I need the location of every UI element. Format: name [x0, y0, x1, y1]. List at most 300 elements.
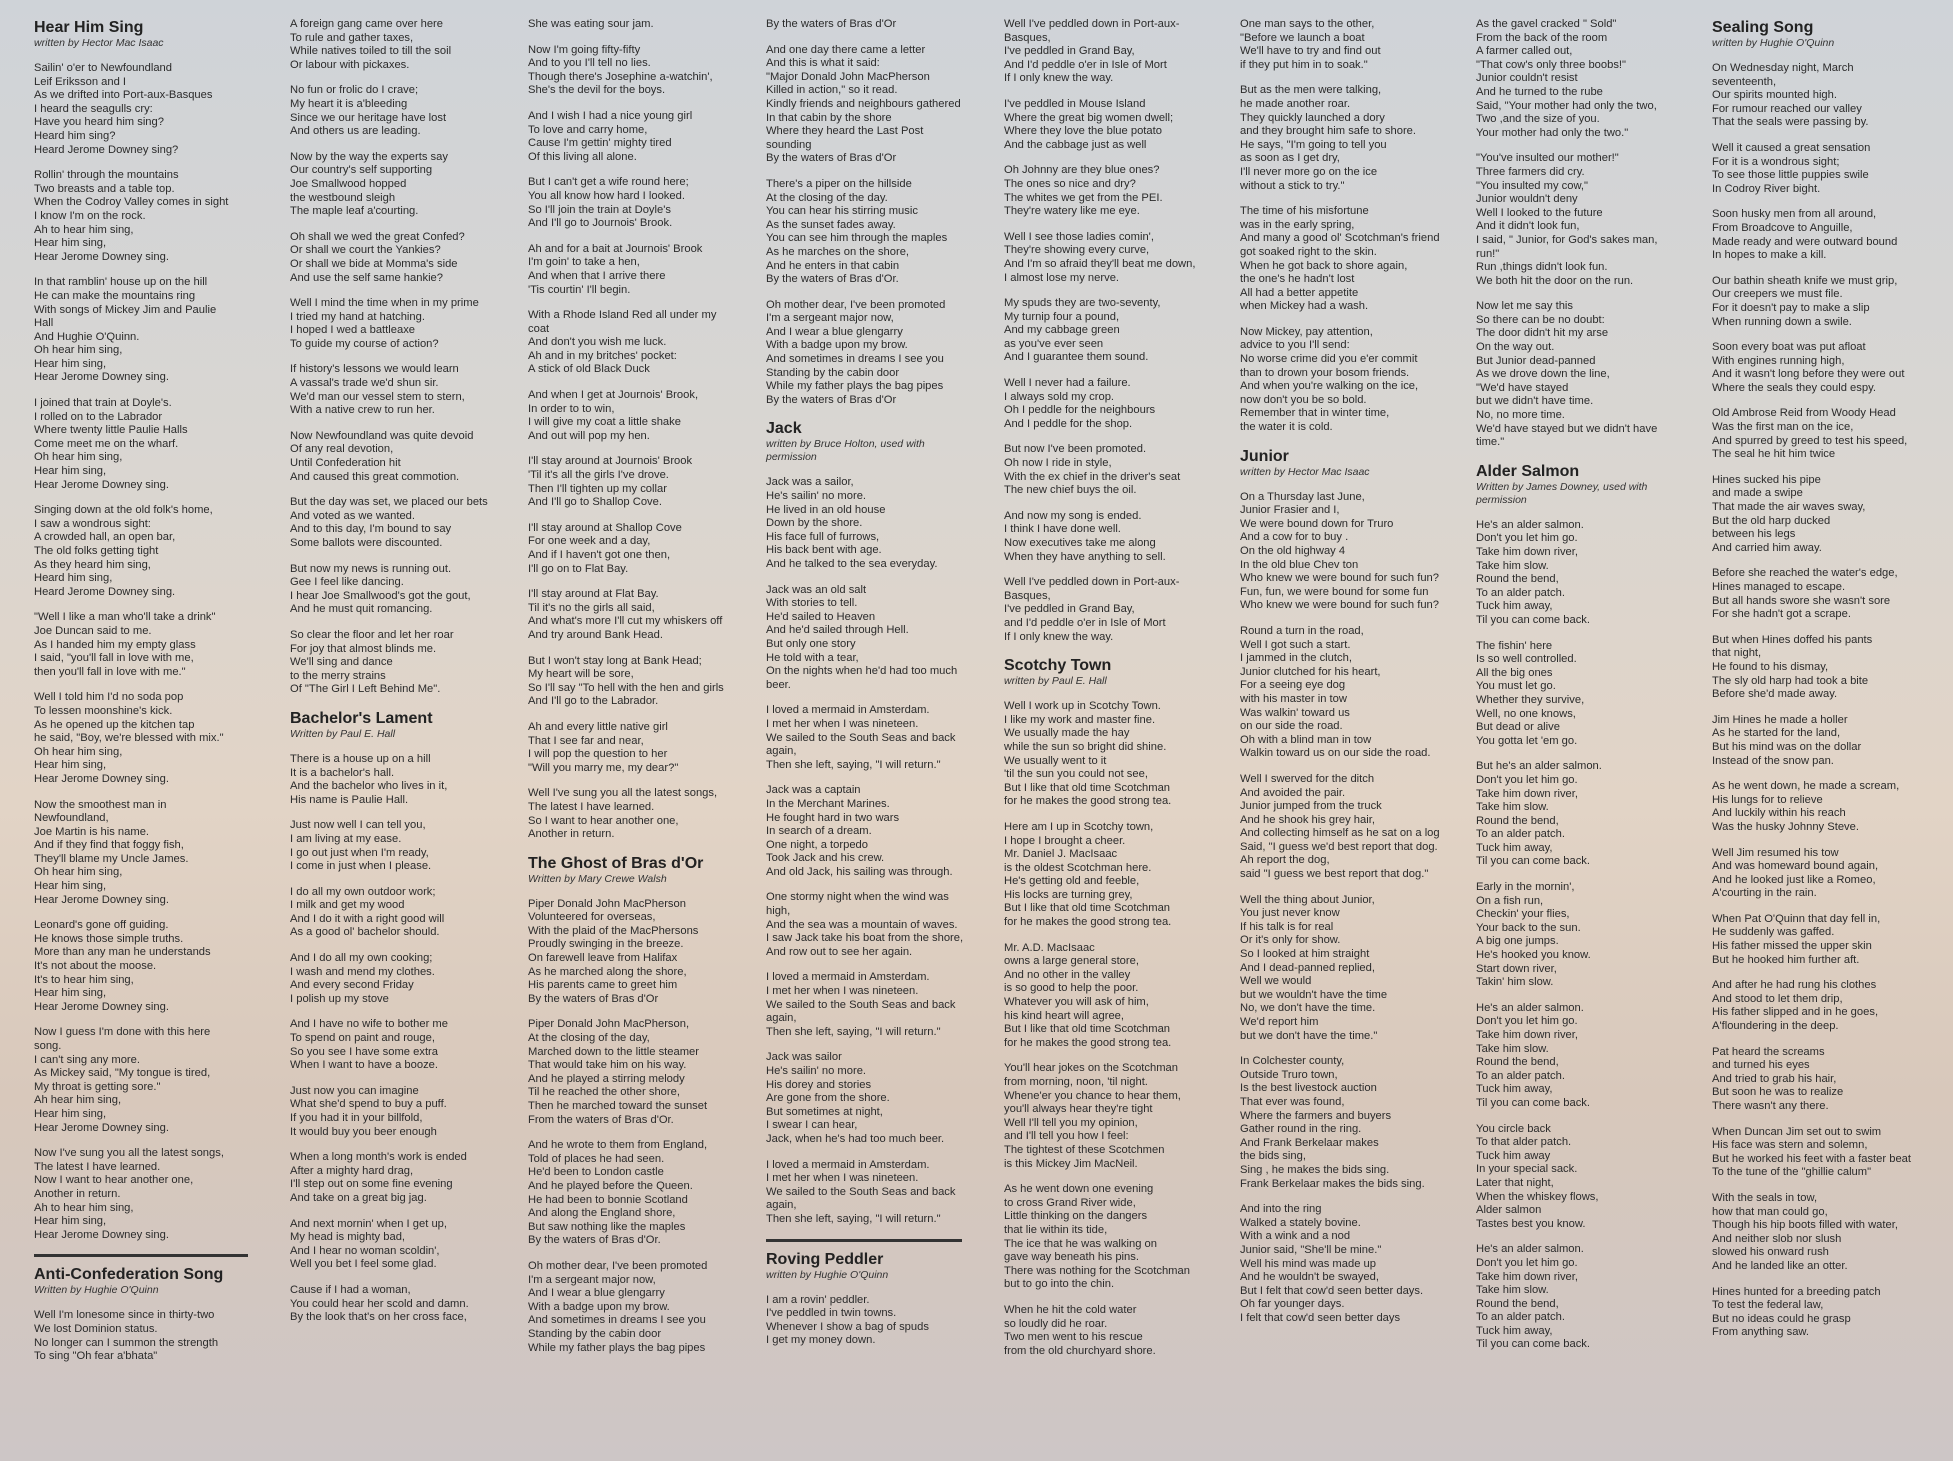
lyric-line: Run ,things didn't look fun.: [1476, 261, 1608, 274]
lyric-line: Heard Jerome Downey sing.: [34, 585, 176, 598]
lyric-line: Alder salmon: [1476, 1204, 1542, 1217]
lyric-line: Hear him sing,: [34, 759, 107, 772]
lyric-line: From the waters of Bras d'Or.: [528, 1113, 674, 1126]
lyric-line: In hopes to make a kill.: [1712, 249, 1827, 262]
lyric-line: For it is a wondrous sight;: [1712, 155, 1840, 168]
verse: [528, 176, 724, 230]
lyric-line: As he started for the land,: [1712, 727, 1841, 740]
lyric-line: With a native crew to run her.: [290, 404, 435, 417]
lyric-line: You just never know: [1240, 907, 1340, 920]
lyric-line: the bids sing,: [1240, 1150, 1306, 1163]
lyric-line: Jack was sailor: [766, 1051, 842, 1064]
lyric-line: We were bound down for Truro: [1240, 517, 1394, 530]
verse: [528, 110, 724, 164]
verse: [1004, 297, 1198, 365]
lyric-line: But now I've been promoted.: [1004, 443, 1147, 456]
lyric-line: Remember that in winter time,: [1240, 407, 1390, 420]
lyric-line: To an alder patch.: [1476, 828, 1565, 841]
lyric-line: His face was stern and solemn,: [1712, 1139, 1868, 1152]
lyric-line: After a mighty hard drag,: [290, 1164, 414, 1177]
lyric-line: Fun, fun, we were bound for some fun: [1240, 585, 1429, 598]
lyric-line: Heard him sing,: [34, 572, 113, 585]
lyric-line: As we drifted into Port-aux-Basques: [34, 89, 213, 102]
lyric-line: A stick of old Black Duck: [528, 363, 650, 376]
lyric-line: And I peddle for the shop.: [1004, 417, 1133, 430]
verse: [34, 919, 248, 1014]
lyric-line: A crowded hall, an open bar,: [34, 531, 176, 544]
lyric-line: He told with a tear,: [766, 651, 859, 664]
lyric-line: Well I've sung you all the latest songs,: [528, 787, 718, 800]
lyric-line: And luckily within his reach: [1712, 807, 1846, 820]
lyric-line: Well I got such a start.: [1240, 638, 1351, 651]
lyric-line: "We'd have stayed: [1476, 381, 1569, 394]
lyric-line: But he's an alder salmon.: [1476, 760, 1602, 773]
lyric-line: When they have anything to sell.: [1004, 550, 1166, 563]
lyric-line: then you'll fall in love with me.": [34, 665, 186, 678]
verse: [528, 1139, 724, 1248]
lyric-line: He's sailin' no more.: [766, 490, 867, 503]
lyric-line: His locks are turning grey,: [1004, 888, 1133, 901]
verse: [1712, 142, 1915, 196]
lyric-line: And use the self same hankie?: [290, 271, 443, 284]
lyric-line: But saw nothing like the maples: [528, 1220, 686, 1233]
lyric-line: But no ideas could he grasp: [1712, 1312, 1851, 1325]
lyric-line: And when that I arrive there: [528, 269, 666, 282]
lyric-line: On farewell leave from Halifax: [528, 952, 678, 965]
lyric-line: And I dead-panned replied,: [1240, 961, 1375, 974]
lyric-line: that night,: [1712, 647, 1762, 660]
lyric-line: Whatever you will ask of him,: [1004, 996, 1149, 1009]
lyric-line: And the cabbage just as well: [1004, 138, 1147, 151]
lyric-line: I am a rovin' peddler.: [766, 1293, 870, 1306]
verse: [1476, 519, 1670, 628]
lyric-line: Standing by the cabin door: [528, 1327, 662, 1340]
verse: [290, 629, 486, 697]
lyric-line: Jim Hines he made a holler: [1712, 713, 1848, 726]
song-title: Alder Salmon: [1476, 462, 1580, 480]
lyric-line: Hines hunted for a breeding patch: [1712, 1285, 1881, 1298]
lyric-line: "That cow's only three boobs!": [1476, 58, 1626, 71]
lyric-line: I've peddled in twin towns.: [766, 1307, 897, 1320]
lyric-line: And I wear a blue glengarry: [766, 325, 903, 338]
lyric-line: Tuck him away,: [1476, 1324, 1553, 1337]
lyric-line: As he went down one evening: [1004, 1183, 1154, 1196]
lyric-line: Told of places he had seen.: [528, 1152, 665, 1165]
lyric-line: But I like that old time Scotchman: [1004, 1023, 1171, 1036]
lyric-line: When running down a swile.: [1712, 315, 1852, 328]
lyric-line: You could hear her scold and damn.: [290, 1297, 469, 1310]
verse: [34, 62, 248, 157]
lyric-line: Now let me say this: [1476, 300, 1573, 313]
lyric-line: I think I have done well.: [1004, 523, 1121, 536]
lyric-line: He's an alder salmon.: [1476, 1243, 1584, 1256]
lyric-line: His face full of furrows,: [766, 530, 880, 543]
verse: [1004, 1304, 1198, 1358]
lyric-line: Gee I feel like dancing.: [290, 576, 404, 589]
lyric-line: But the day was set, we placed our bets: [290, 496, 488, 509]
lyric-line: His dorey and stories: [766, 1078, 872, 1091]
verse: [1476, 18, 1670, 140]
lyric-line: He's an alder salmon.: [1476, 518, 1584, 531]
song-credit: written by Hughie O'Quinn: [766, 1268, 889, 1281]
lyric-line: A'courting in the rain.: [1712, 887, 1817, 900]
lyric-line: And now my song is ended.: [1004, 509, 1142, 522]
lyric-line: Some ballots were discounted.: [290, 537, 443, 549]
lyric-line: I said, " Junior, for God's sakes man,: [1476, 233, 1658, 246]
lyric-line: Heard him sing?: [34, 129, 116, 142]
lyric-line: I've peddled in Grand Bay,: [1004, 45, 1135, 58]
verse: [1712, 714, 1915, 768]
verse: [290, 563, 486, 617]
lyric-line: Another in return.: [528, 828, 615, 841]
song-continuation: [1004, 18, 1198, 644]
song-block: [34, 18, 248, 1242]
lyric-line: from the old churchyard shore.: [1004, 1344, 1156, 1357]
lyric-line: And one day there came a letter: [766, 43, 926, 56]
lyric-line: again,: [766, 1199, 797, 1212]
lyric-line: Junior couldn't resist: [1476, 72, 1578, 85]
lyric-line: Joe Duncan said to me.: [34, 624, 152, 637]
lyric-line: I do all my own outdoor work;: [290, 885, 436, 898]
lyric-line: sounding: [766, 138, 812, 151]
song-title: Scotchy Town: [1004, 657, 1112, 675]
verse: [1712, 341, 1915, 395]
lyric-line: is the oldest Scotchman here.: [1004, 861, 1152, 874]
lyric-line: Is the best livestock auction: [1240, 1082, 1377, 1095]
lyric-line: from morning, noon, 'til night.: [1004, 1076, 1148, 1088]
lyrics-column: [1216, 18, 1452, 1461]
lyric-line: He's hooked you know.: [1476, 949, 1591, 962]
lyric-line: But the old harp ducked: [1712, 514, 1831, 527]
lyric-line: Or shall we court the Yankies?: [290, 244, 441, 257]
lyric-line: run!": [1476, 247, 1500, 260]
song-title: Anti-Confederation Song: [34, 1266, 224, 1284]
lyric-line: And when I get at Journois' Brook,: [528, 389, 699, 402]
lyric-line: For she hadn't got a scrape.: [1712, 608, 1851, 621]
lyric-line: Leonard's gone off guiding.: [34, 919, 169, 932]
lyric-line: I'm goin' to take a hen,: [528, 256, 640, 269]
verse: [290, 430, 486, 484]
lyric-line: Before she'd made away.: [1712, 688, 1838, 701]
verse: [1004, 1183, 1198, 1292]
lyric-line: You can hear his stirring music: [766, 205, 918, 218]
lyric-line: And he played before the Queen.: [528, 1179, 693, 1192]
verse: [290, 231, 486, 285]
lyric-line: Ah report the dog,: [1240, 854, 1330, 867]
verse: [766, 704, 962, 772]
lyric-line: And he talked to the sea everyday.: [766, 558, 938, 570]
lyric-line: So clear the floor and let her roar: [290, 628, 454, 641]
verse: [290, 84, 486, 138]
lyric-line: My throat is getting sore.": [34, 1080, 161, 1093]
song-title: Bachelor's Lament: [290, 709, 433, 727]
lyric-line: But I felt that cow'd seen better days.: [1240, 1284, 1424, 1297]
lyrics-column: [980, 18, 1216, 1461]
lyric-line: From the back of the room: [1476, 31, 1608, 44]
lyric-line: "Major Donald John MacPherson: [766, 70, 930, 83]
verse: [528, 721, 724, 775]
verse: [1712, 474, 1915, 556]
lyric-line: Hear Jerome Downey sing.: [34, 1000, 169, 1013]
lyric-line: Or it's only for show.: [1240, 934, 1341, 947]
lyric-line: Ah to hear him sing,: [34, 223, 134, 236]
lyric-line: Oh shall we wed the great Confed?: [290, 230, 465, 243]
lyric-line: That ever was found,: [1240, 1095, 1345, 1108]
lyric-line: Volunteered for overseas,: [528, 911, 656, 924]
lyric-line: There wasn't any there.: [1712, 1100, 1829, 1112]
lyric-line: Just now you can imagine: [290, 1084, 419, 1097]
lyric-line: he made another roar.: [1240, 97, 1351, 110]
lyric-line: The tightest of these Scotchmen: [1004, 1143, 1165, 1156]
lyric-line: One night, a torpedo: [766, 838, 869, 851]
lyric-line: Well his mind was made up: [1240, 1257, 1376, 1270]
verse: [766, 44, 962, 166]
verse: [1476, 881, 1670, 990]
song-credit: Written by James Downey, used with permission: [1476, 480, 1648, 506]
lyric-line: Now I've sung you all the latest songs,: [34, 1147, 224, 1160]
lyric-line: In order to to win,: [528, 402, 615, 415]
lyric-line: In search of a dream.: [766, 825, 872, 838]
lyric-line: But when Hines doffed his pants: [1712, 633, 1873, 646]
lyric-line: We'd report him: [1240, 1016, 1319, 1028]
lyric-line: To test the federal law,: [1712, 1299, 1824, 1312]
verse: [1240, 1055, 1434, 1191]
lyric-line: You gotta let 'em go.: [1476, 734, 1578, 747]
lyric-line: And I'll go to the Labrador.: [528, 695, 659, 708]
lyric-line: Sailin' o'er to Newfoundland: [34, 62, 172, 74]
lyric-line: on our side the road.: [1240, 720, 1343, 733]
lyric-line: In Codroy River bight.: [1712, 182, 1821, 195]
song-continuation: [1476, 18, 1670, 450]
lyric-line: You'll hear jokes on the Scotchman: [1004, 1062, 1178, 1075]
lyric-line: Take him slow.: [1476, 801, 1549, 814]
lyric-line: Then he marched toward the sunset: [528, 1100, 708, 1112]
lyric-line: Round the bend,: [1476, 1056, 1559, 1069]
lyric-line: All had a better appetite: [1240, 286, 1359, 299]
lyric-line: Where the great big women dwell;: [1004, 111, 1174, 124]
lyric-line: Don't you let him go.: [1476, 1015, 1578, 1028]
lyric-line: And after he had rung his clothes: [1712, 979, 1877, 992]
song-block: [290, 709, 486, 1325]
lyric-line: As he opened up the kitchen tap: [34, 718, 195, 731]
song-title: Junior: [1240, 447, 1289, 465]
lyric-line: They're showing every curve,: [1004, 244, 1150, 257]
lyric-line: "Will you marry me, my dear?": [528, 761, 679, 774]
verse: [1240, 205, 1440, 314]
lyric-line: without a stick to try.": [1240, 179, 1345, 192]
lyric-line: At the closing of the day,: [528, 1032, 650, 1045]
lyric-line: She's the devil for the boys.: [528, 84, 666, 97]
lyric-line: Piper Donald John MacPherson,: [528, 1018, 690, 1031]
lyric-line: Tuck him away,: [1476, 600, 1553, 613]
lyric-line: And no other in the valley: [1004, 968, 1131, 981]
lyric-line: You all know how hard I looked.: [528, 189, 685, 202]
lyric-line: Basques,: [1004, 31, 1051, 44]
song-block: [528, 854, 724, 1355]
lyric-line: And I'm so afraid they'll beat me down,: [1004, 257, 1196, 270]
lyric-line: I come in just when I please.: [290, 860, 432, 873]
verse: [1004, 1062, 1198, 1171]
lyric-line: The latest I have learned.: [528, 800, 655, 813]
lyric-line: To rule and gather taxes,: [290, 31, 414, 44]
lyric-line: With engines running high,: [1712, 354, 1845, 367]
lyric-line: Oh mother dear, I've been promoted: [766, 298, 946, 311]
lyric-line: While natives toiled to till the soil: [290, 45, 452, 58]
lyric-line: They're watery like me eye.: [1004, 205, 1140, 218]
song-title: Hear Him Sing: [34, 19, 144, 36]
lyric-line: As a good ol' bachelor should.: [290, 926, 440, 939]
verse: [34, 397, 248, 492]
lyric-line: And if I haven't got one then,: [528, 549, 671, 561]
lyric-line: To lessen moonshine's kick.: [34, 704, 173, 717]
lyric-line: Oh hear him sing,: [34, 866, 123, 879]
lyric-line: A farmer called out,: [1476, 45, 1573, 58]
lyric-line: If I only knew the way.: [1004, 72, 1114, 85]
lyric-line: No worse crime did you e'er commit: [1240, 353, 1418, 366]
lyric-line: Old Ambrose Reid from Woody Head: [1712, 407, 1896, 420]
lyric-line: Two men went to his rescue: [1004, 1331, 1143, 1344]
lyric-line: Your back to the sun.: [1476, 921, 1581, 934]
lyric-line: He can make the mountains ring: [34, 289, 196, 302]
lyric-line: I tried my hand at hatching.: [290, 310, 425, 323]
lyric-line: I joined that train at Doyle's.: [34, 397, 172, 410]
verse: [1240, 18, 1434, 72]
lyric-line: Until Confederation hit: [290, 457, 401, 470]
lyric-line: But he worked his feet with a faster beat: [1712, 1152, 1911, 1165]
lyric-line: Now I want to hear another one,: [34, 1174, 194, 1187]
lyric-line: Well I told him I'd no soda pop: [34, 691, 184, 704]
verse: [1240, 894, 1434, 1044]
lyric-line: I'm a sergeant major now,: [528, 1273, 656, 1286]
verse: [290, 297, 486, 351]
lyric-line: Round the bend,: [1476, 573, 1559, 586]
lyric-line: And he must quit romancing.: [290, 603, 433, 616]
lyric-line: Marched down to the little steamer: [528, 1045, 700, 1058]
verse: [1240, 490, 1439, 613]
verse: [1712, 1286, 1915, 1340]
lyric-line: Checkin' your flies,: [1476, 908, 1570, 921]
lyric-line: And Frank Berkelaar makes: [1240, 1136, 1379, 1149]
lyric-line: Little thinking on the dangers: [1004, 1210, 1148, 1223]
lyric-line: We'd have stayed but we didn't have: [1476, 422, 1658, 435]
lyric-line: Start down river,: [1476, 962, 1557, 975]
lyric-line: Just now well I can tell you,: [290, 819, 426, 832]
song-block: [34, 1254, 248, 1363]
lyric-line: And many a good ol' Scotchman's friend: [1240, 232, 1440, 245]
lyric-line: Junior jumped from the truck: [1240, 800, 1382, 813]
lyric-line: When a long month's work is ended: [290, 1151, 467, 1164]
lyrics-column: [10, 18, 266, 1461]
lyric-line: Well I've peddled down in Port-aux-: [1004, 18, 1180, 30]
verse: [1004, 231, 1198, 285]
lyric-line: If his talk is for real: [1240, 920, 1334, 933]
lyric-line: We'll have to try and find out: [1240, 45, 1381, 58]
lyric-line: In Colchester county,: [1240, 1055, 1345, 1068]
lyric-line: In the old blue Chev ton: [1240, 558, 1359, 571]
lyric-line: Early in the mornin',: [1476, 881, 1575, 894]
lyric-line: I like my work and master fine.: [1004, 713, 1156, 726]
song-block: [1240, 447, 1440, 1326]
lyric-line: With stories to tell.: [766, 597, 858, 610]
lyric-line: In your special sack.: [1476, 1163, 1578, 1176]
lyric-line: Well the thing about Junior,: [1240, 893, 1375, 906]
lyric-line: His back bent with age.: [766, 544, 882, 557]
lyric-line: He's getting old and feeble,: [1004, 875, 1140, 888]
lyric-line: Where they love the blue potato: [1004, 125, 1162, 138]
lyric-line: And next mornin' when I get up,: [290, 1217, 447, 1230]
lyric-line: But he hooked him further aft.: [1712, 953, 1860, 966]
lyric-line: When I want to have a booze.: [290, 1059, 439, 1072]
lyric-line: Our creepers we must file.: [1712, 288, 1843, 301]
lyric-line: than to drown your bosom friends.: [1240, 366, 1410, 379]
lyric-line: gave way beneath his pins.: [1004, 1251, 1139, 1264]
song-block: [766, 419, 962, 1226]
lyric-line: I'll go on to Flat Bay.: [528, 562, 629, 575]
lyric-line: Though his hip boots filled with water,: [1712, 1219, 1898, 1232]
lyric-line: Til it's no the girls all said,: [528, 601, 655, 614]
verse: [1004, 821, 1198, 930]
verse: [1712, 407, 1915, 461]
lyric-line: On Wednesday night, March: [1712, 62, 1854, 74]
lyric-line: Hear Jerome Downey sing.: [34, 772, 169, 785]
lyric-line: Don't you let him go.: [1476, 532, 1578, 545]
lyric-line: beer.: [766, 678, 791, 691]
song-title: Roving Peddler: [766, 1250, 884, 1268]
lyric-line: Junior wouldn't deny: [1476, 193, 1578, 206]
lyric-line: And carried him away.: [1712, 541, 1822, 554]
lyric-line: It is a bachelor's hall.: [290, 766, 395, 779]
verse: [1476, 152, 1670, 288]
lyric-line: He fought hard in two wars: [766, 811, 900, 824]
lyric-line: Well, no one knows,: [1476, 707, 1576, 720]
lyric-line: and I'll tell you how I feel:: [1004, 1130, 1129, 1143]
lyric-line: On the old highway 4: [1240, 545, 1346, 557]
lyric-line: Don't you let him go.: [1476, 773, 1578, 786]
lyric-line: Proudly swinging in the breeze.: [528, 938, 684, 951]
lyric-line: I can't sing any more.: [34, 1053, 140, 1066]
lyric-line: Now by the way the experts say: [290, 150, 448, 163]
verse: [34, 276, 248, 385]
lyric-line: Til you can come back.: [1476, 1338, 1590, 1351]
lyric-line: He had been to bonnie Scotland: [528, 1193, 688, 1206]
lyric-line: Well you bet I feel some glad.: [290, 1258, 437, 1271]
verse: [1240, 772, 1440, 882]
lyric-line: but we wouldn't have the time: [1240, 988, 1388, 1001]
song-credit: Written by Mary Crewe Walsh: [528, 872, 667, 885]
lyric-line: Don't you let him go.: [1476, 1256, 1578, 1269]
lyric-line: She was eating sour jam.: [528, 18, 654, 30]
lyric-line: I loved a mermaid in Amsterdam.: [766, 1158, 930, 1171]
lyric-line: to the merry strains: [290, 669, 386, 682]
song-continuation: [766, 18, 962, 407]
lyric-line: But soon he was to realize: [1712, 1086, 1844, 1099]
lyric-line: coat: [528, 322, 550, 335]
lyric-line: Hines sucked his pipe: [1712, 473, 1821, 486]
verse: [290, 151, 486, 219]
lyric-line: as soon as I get dry,: [1240, 152, 1340, 165]
lyric-line: I loved a mermaid in Amsterdam.: [766, 704, 930, 717]
lyric-line: One man says to the other,: [1240, 18, 1375, 30]
lyric-line: And he wrote to them from England,: [528, 1139, 708, 1152]
lyric-line: And I have no wife to bother me: [290, 1018, 448, 1031]
lyric-line: his kind heart will agree,: [1004, 1009, 1125, 1022]
lyric-line: He'd sailed to Heaven: [766, 610, 876, 623]
lyric-line: I felt that cow'd seen better days: [1240, 1311, 1401, 1324]
lyric-line: Take him slow.: [1476, 1042, 1549, 1055]
verse: [528, 44, 724, 98]
lyric-line: You circle back: [1476, 1122, 1551, 1135]
verse: [1476, 1123, 1670, 1232]
